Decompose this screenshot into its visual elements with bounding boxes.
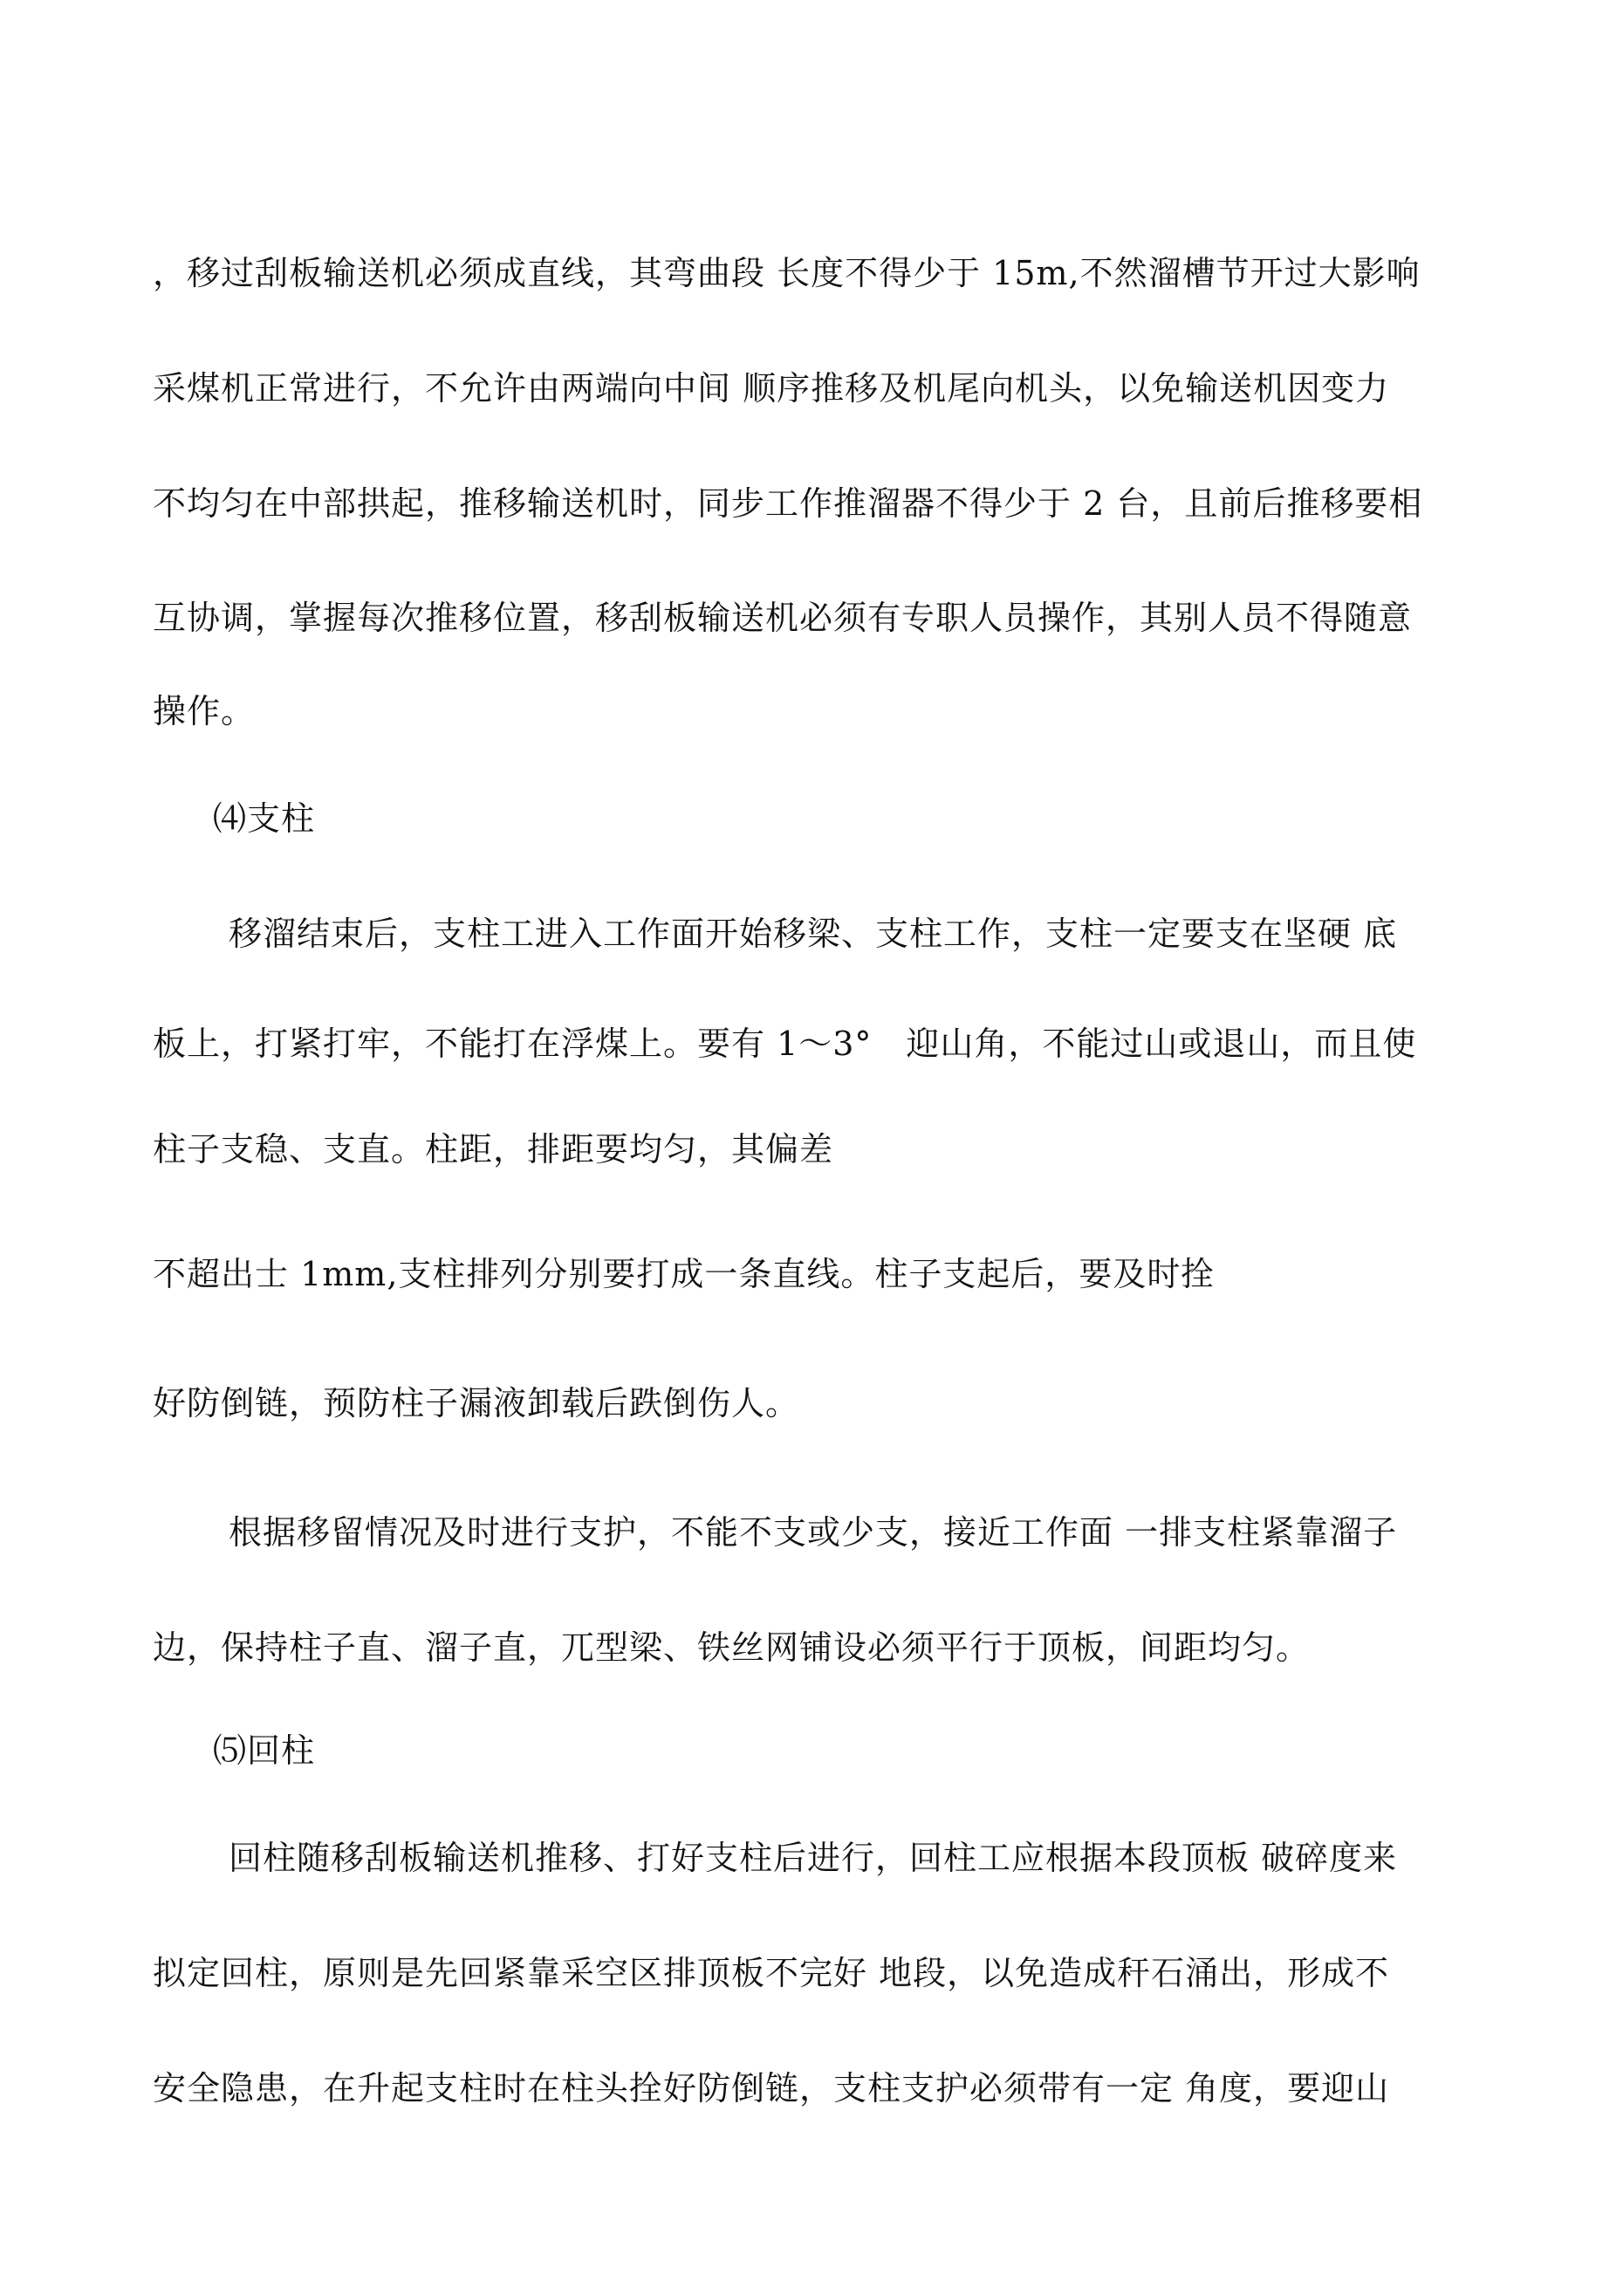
paragraph-line-5: 操作。 [153, 692, 256, 730]
paragraph-line-13: 边，保持柱子直、溜子直，兀型梁、铁丝网铺设必须平行于顶板，间距均匀。 [153, 1628, 1311, 1667]
paragraph-line-7: 移溜结束后，支柱工进入工作面开始移梁、支柱工作，支柱一定要支在坚硬 底 [229, 915, 1398, 953]
paragraph-line-8: 板上，打紧打牢，不能打在浮煤上。要有 1〜3° 迎山角，不能过山或退山，而且使 [153, 1025, 1417, 1063]
paragraph-line-11: 好防倒链，预防柱子漏液卸载后跌倒伤人。 [153, 1384, 800, 1422]
paragraph-line-9: 柱子支稳、支直。柱距，排距要均匀，其偏差 [153, 1130, 834, 1169]
paragraph-line-3: 不均匀在中部拱起，推移输送机时，同步工作推溜器不得少于 2 台，且前后推移要相 [153, 484, 1423, 523]
section-heading-pillar: ⑷支柱 [213, 799, 316, 838]
paragraph-line-16: 拟定回柱，原则是先回紧靠采空区排顶板不完好 地段，以免造成秆石涌出，形成不 [153, 1954, 1390, 1992]
paragraph-line-15: 回柱随移刮板输送机推移、打好支柱后进行，回柱工应根据本段顶板 破碎度来 [229, 1839, 1398, 1877]
section-heading-return-pillar: ⑸回柱 [213, 1731, 316, 1770]
paragraph-line-12: 根据移留情况及时进行支护，不能不支或少支，接近工作面 一排支柱紧靠溜子 [229, 1513, 1398, 1552]
paragraph-line-1: ，移过刮板输送机必须成直线，其弯曲段 长度不得少于 15m,不然溜槽节开过大影响 [153, 254, 1421, 292]
paragraph-line-2: 采煤机正常进行，不允许由两端向中间 顺序推移及机尾向机头，以免输送机因变力 [153, 369, 1390, 408]
paragraph-line-4: 互协调，掌握每次推移位置，移刮板输送机必须有专职人员操作，其别人员不得随意 [153, 599, 1413, 637]
paragraph-line-17: 安全隐患，在升起支柱时在柱头拴好防倒链，支柱支护必须带有一定 角度，要迎山 [153, 2069, 1390, 2108]
paragraph-line-10: 不超出士 1mm,支柱排列分别要打成一条直线。柱子支起后，要及时拴 [153, 1255, 1216, 1293]
